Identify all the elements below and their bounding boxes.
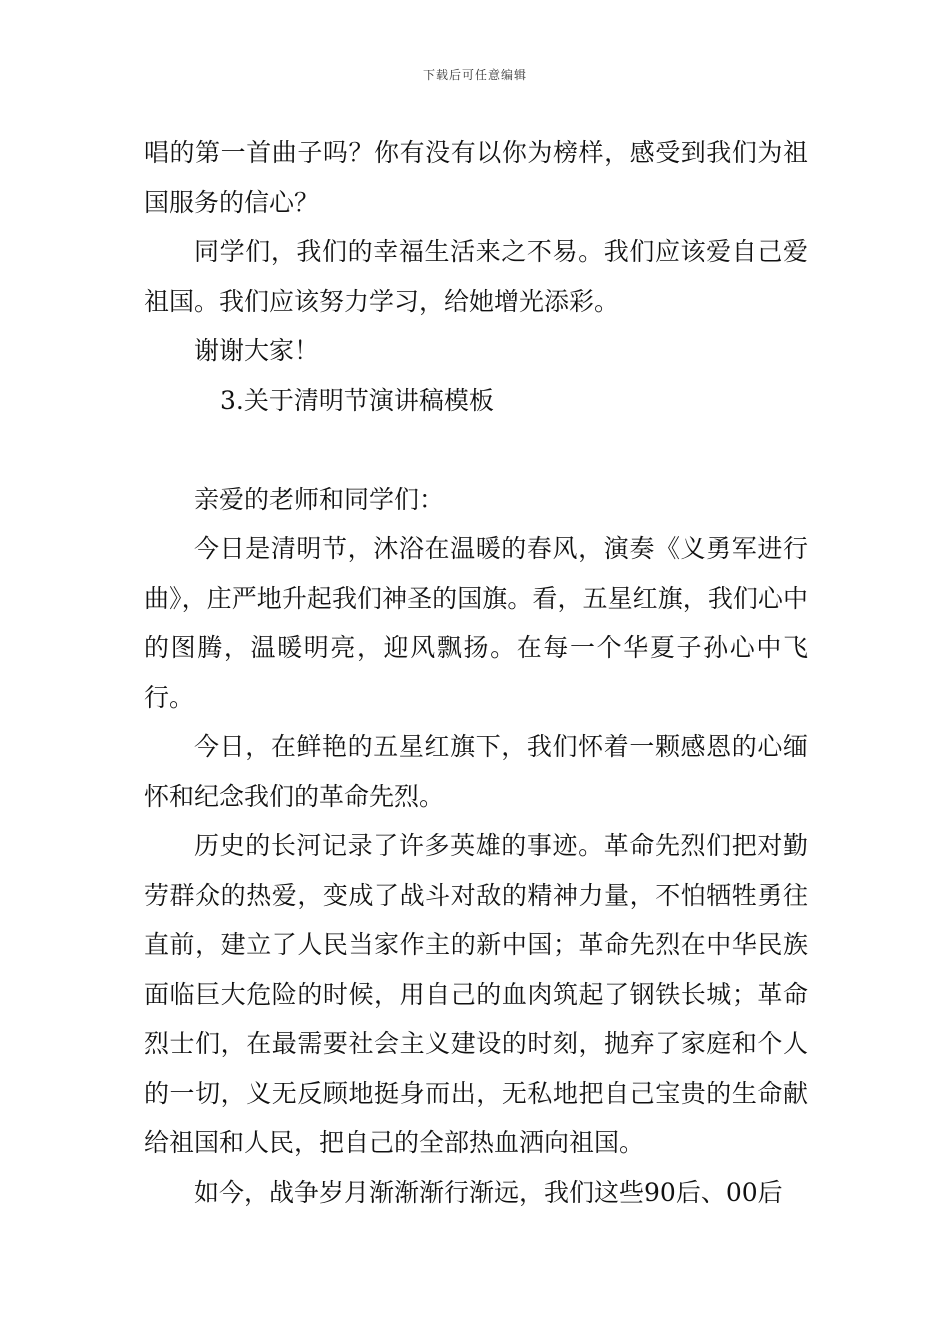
document-body [144,128,808,1217]
section-heading: 3.关于清明节演讲稿模板 [220,385,494,415]
paragraph-history: 历史的长河记录了许多英雄的事迹。革命先烈们把对勤劳群众的热爱，变成了战斗对敌的精神力量，不怕牺牲勇往直前，建立了人民当家作主的新中国；革命先烈在中华民族面临巨大危险的时候，用自己的血肉筑起了钢铁长城；革命烈士们，在最需要社会主义建设的时刻，抛弃了家庭和个人的一切，义无反顾地挺身而出，无私地把自己宝贵的生命献给祖国和人民，把自己的全部热血洒向祖国。 [144,831,808,1157]
paragraph-greeting: 亲爱的老师和同学们： [194,484,445,514]
paragraph-classmates: 同学们，我们的幸福生活来之不易。我们应该爱自己爱祖国。我们应该努力学习，给她增光添彩。 [144,237,808,316]
paragraph-nowadays: 如今，战争岁月渐渐渐行渐远，我们这些90后、00后 [194,1177,783,1207]
paragraph-qingming: 今日是清明节，沐浴在温暖的春风，演奏《义勇军进行曲》，庄严地升起我们神圣的国旗。看，五星红旗，我们心中的图腾，温暖明亮，迎风飘扬。在每一个华夏子孙心中飞行。 [144,534,808,712]
blank-line [144,425,808,475]
paragraph-thanks: 谢谢大家！ [194,336,320,365]
paragraph-continuation: 唱的第一首曲子吗？你有没有以你为榜样，感受到我们为祖国服务的信心？ [144,138,808,217]
page-header: 下载后可任意编辑 [422,68,527,82]
paragraph-remember: 今日，在鲜艳的五星红旗下，我们怀着一颗感恩的心缅怀和纪念我们的革命先烈。 [144,732,808,811]
